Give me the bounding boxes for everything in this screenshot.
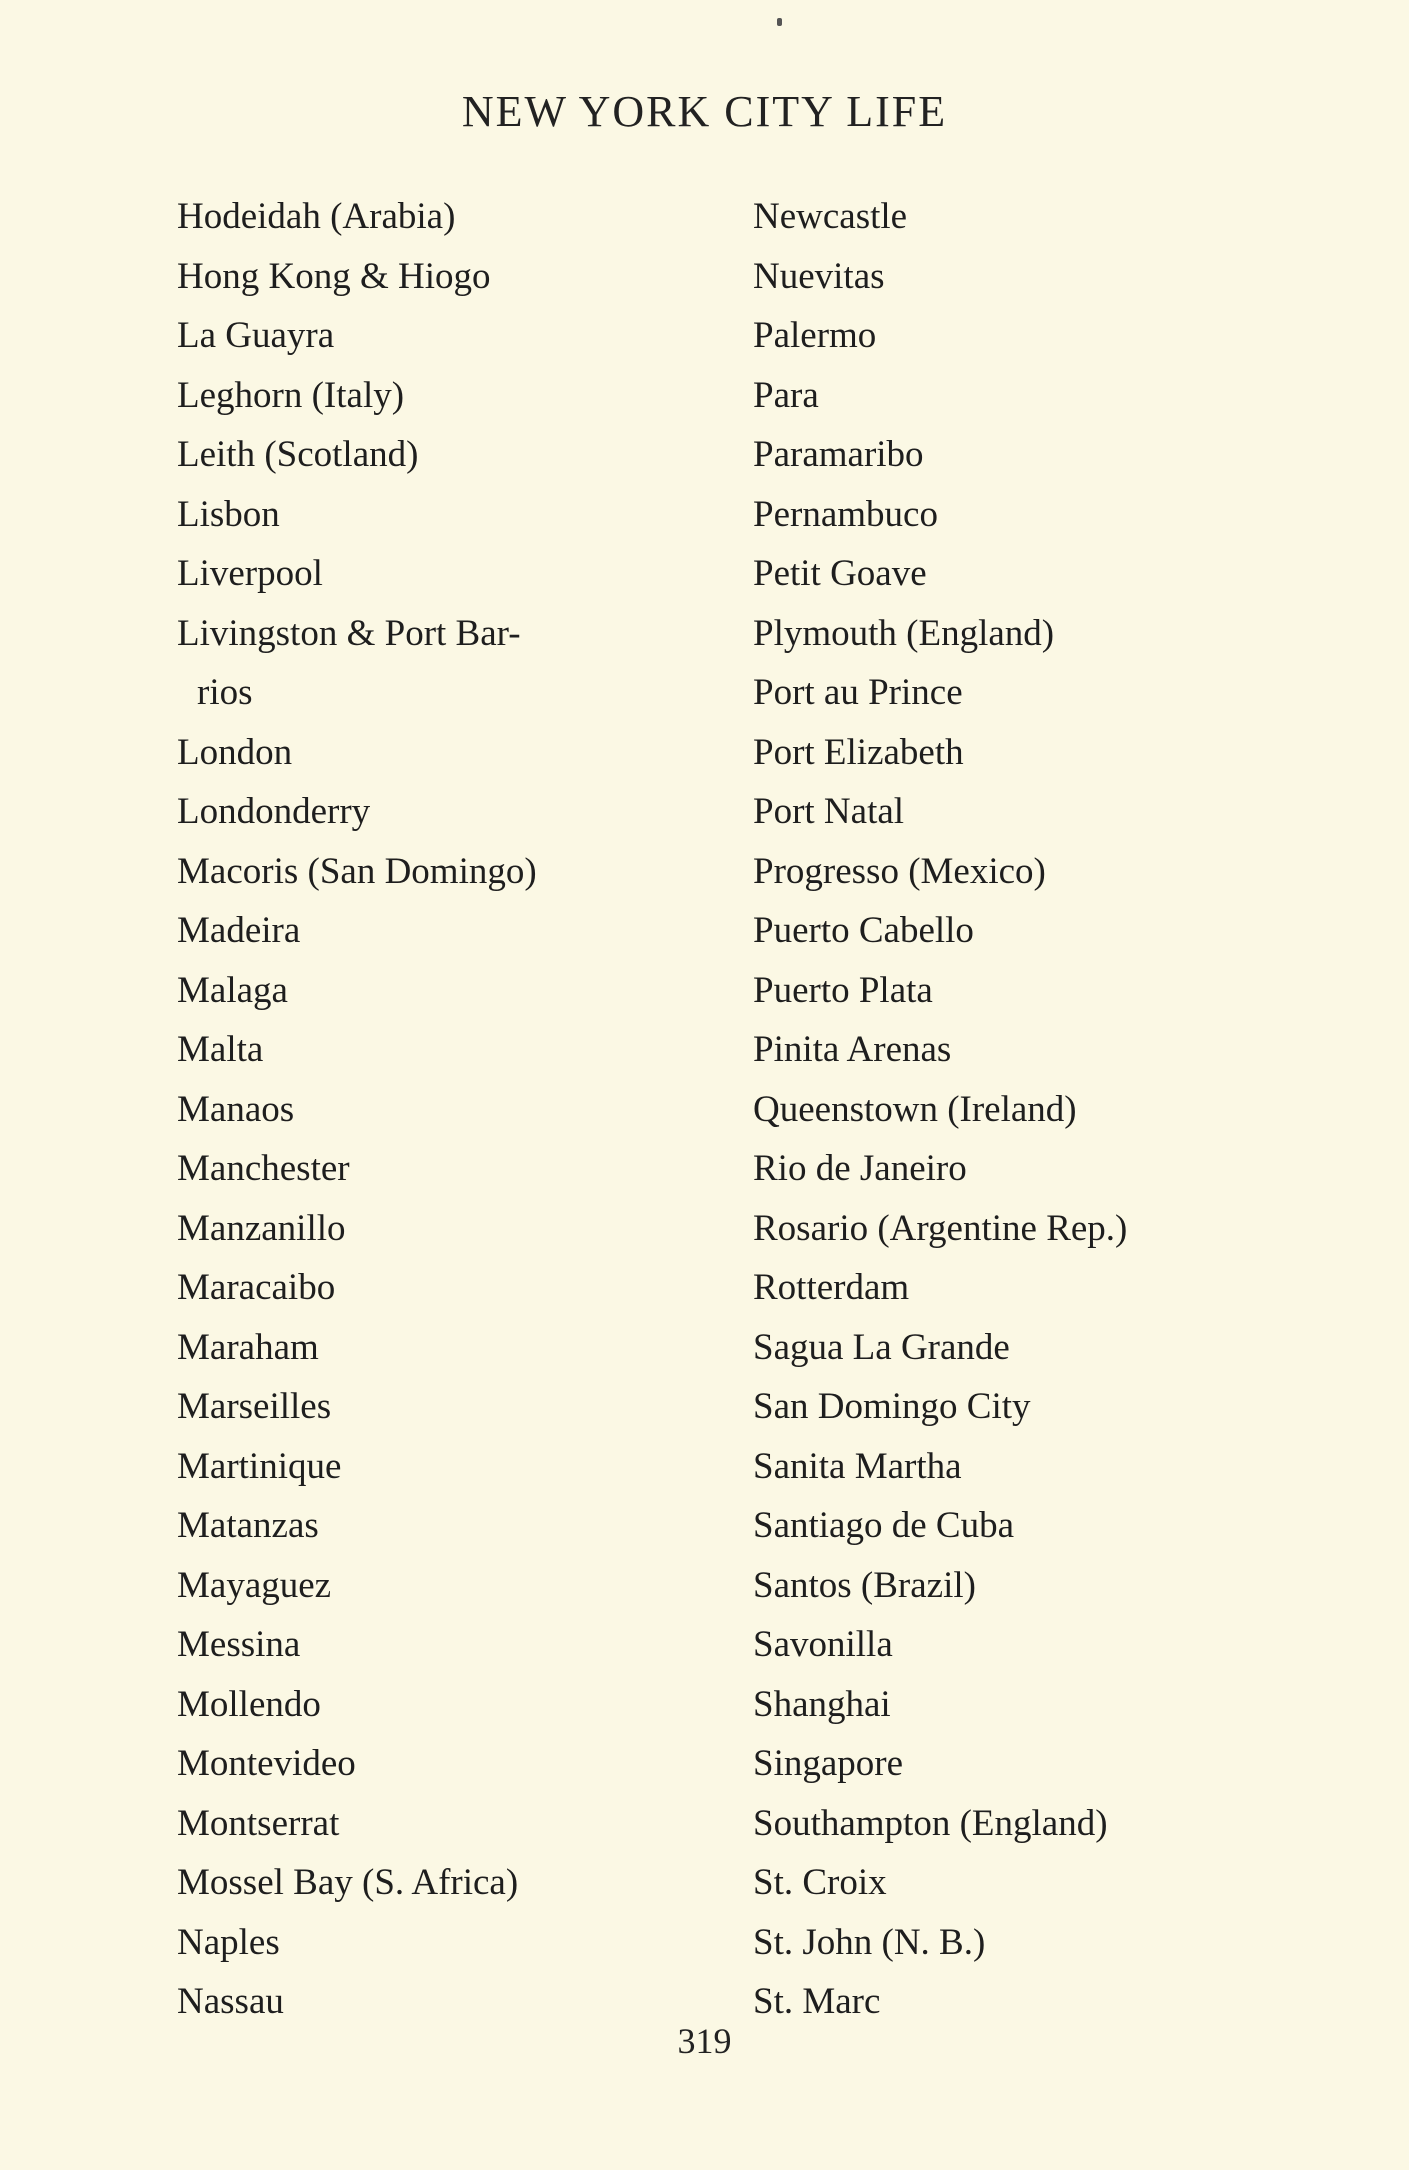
port-list-item: Nassau (177, 1981, 284, 2022)
port-list-item: Malta (177, 1029, 264, 1070)
running-header: NEW YORK CITY LIFE (461, 87, 948, 136)
port-list-item: Montevideo (177, 1743, 356, 1784)
port-list-item: Palermo (753, 315, 877, 356)
port-list-item: Pernambuco (753, 493, 938, 535)
port-list-item: Progresso (Mexico) (753, 850, 1046, 892)
port-list-item: St. John (N. B.) (753, 1921, 986, 1963)
port-list-item: St. Croix (753, 1862, 887, 1903)
port-list-item: Rosario (Argentine Rep.) (753, 1207, 1128, 1249)
port-list-item: Messina (177, 1624, 301, 1665)
port-list-item: Plymouth (England) (753, 612, 1055, 654)
page-number: 319 (677, 2021, 732, 2061)
port-list-item: Malaga (177, 969, 288, 1011)
port-list-item: Petit Goave (753, 553, 927, 594)
port-list-item: Hodeidah (Arabia) (177, 196, 456, 237)
right-column-list (753, 187, 1127, 2032)
port-list-item: Montserrat (177, 1802, 340, 1844)
port-list-item: San Domingo City (753, 1386, 1031, 1427)
left-column-list (177, 187, 537, 2032)
ink-speck (777, 18, 782, 26)
port-list-item: Mollendo (177, 1683, 321, 1725)
port-list-item: Shanghai (753, 1683, 891, 1725)
port-list-item: Santos (Brazil) (753, 1564, 976, 1606)
port-list-item: Maraham (177, 1326, 319, 1368)
port-list-item: Sanita Martha (753, 1445, 962, 1487)
port-list-item: St. Marc (753, 1981, 881, 2022)
port-list-item: Marseilles (177, 1386, 332, 1427)
port-list-item: Matanzas (177, 1505, 319, 1546)
port-list-item: Londonderry (177, 791, 371, 832)
port-list-item: rios (197, 672, 253, 713)
port-list-item: Naples (177, 1921, 280, 1963)
port-list-item: Para (753, 374, 819, 416)
port-list-item: Liverpool (177, 553, 323, 594)
port-list-item: Maracaibo (177, 1267, 336, 1308)
port-list-item: Singapore (753, 1743, 904, 1784)
port-list-item: Leith (Scotland) (177, 434, 419, 475)
port-list-item: Manchester (177, 1148, 350, 1189)
port-list-item: Macoris (San Domingo) (177, 850, 537, 892)
port-list-item: Leghorn (Italy) (177, 374, 405, 416)
port-list-item: Paramaribo (753, 434, 924, 475)
port-list-item: Livingston & Port Bar- (177, 612, 521, 654)
port-list-item: Lisbon (177, 493, 280, 535)
port-list-item: Martinique (177, 1445, 342, 1487)
port-list-item: Port Natal (753, 791, 905, 832)
port-list-item: Puerto Cabello (753, 910, 974, 951)
port-list-item: Savonilla (753, 1624, 893, 1665)
port-list-item: Newcastle (753, 196, 908, 237)
port-list-item: La Guayra (177, 315, 335, 356)
port-list-item: Port Elizabeth (753, 731, 964, 773)
port-list-item: Pinita Arenas (753, 1029, 952, 1070)
port-list-item: Manaos (177, 1088, 295, 1130)
port-list-item: Madeira (177, 910, 301, 951)
port-list-item: Rotterdam (753, 1267, 910, 1308)
port-list-item: Manzanillo (177, 1207, 346, 1249)
port-list-item: Nuevitas (753, 255, 885, 297)
port-list-item: Santiago de Cuba (753, 1505, 1015, 1546)
port-list-item: Queenstown (Ireland) (753, 1088, 1077, 1130)
port-list-item: Puerto Plata (753, 969, 933, 1011)
port-list-item: Mayaguez (177, 1564, 332, 1606)
port-list-item: Mossel Bay (S. Africa) (177, 1862, 519, 1903)
port-list-item: Hong Kong & Hiogo (177, 255, 491, 297)
port-list-item: Rio de Janeiro (753, 1148, 967, 1189)
port-list-item: Port au Prince (753, 672, 963, 713)
port-list-item: Sagua La Grande (753, 1326, 1010, 1368)
port-list-item: Southampton (England) (753, 1802, 1108, 1844)
port-list-item: London (177, 731, 293, 773)
